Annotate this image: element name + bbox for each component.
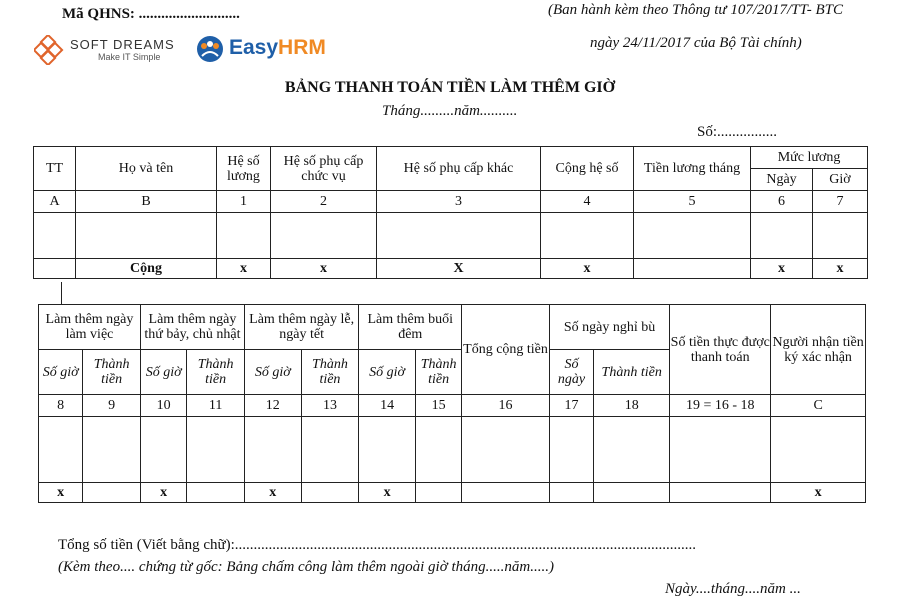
softdreams-name: SOFT DREAMS	[70, 37, 175, 52]
month-year-line: Tháng.........năm..........	[382, 103, 518, 119]
total-in-words: Tổng số tiền (Viết bằng chữ):...........................................................................................................................	[58, 537, 697, 553]
data-cell[interactable]	[813, 213, 868, 259]
total-cell: x	[140, 483, 186, 503]
code-cell: 16	[462, 395, 550, 417]
total-cell: x	[359, 483, 416, 503]
code-cell: 4	[541, 191, 634, 213]
total-cell	[301, 483, 359, 503]
subheader-thanh-tien: Thành tiền	[594, 350, 670, 395]
easyhrm-easy: Easy	[229, 36, 279, 59]
connector-line	[61, 282, 62, 304]
total-cell	[187, 483, 245, 503]
page-title: BẢNG THANH TOÁN TIỀN LÀM THÊM GIỜ	[284, 79, 616, 96]
code-cell: 17	[549, 395, 593, 417]
data-cell[interactable]	[301, 417, 359, 483]
code-cell: 7	[813, 191, 868, 213]
header-tong-cong: Tổng cộng tiền	[462, 305, 550, 395]
data-cell[interactable]	[771, 417, 866, 483]
subheader-so-ngay: Số ngày	[549, 350, 593, 395]
code-cell: 12	[244, 395, 301, 417]
total-cell: X	[377, 259, 541, 279]
code-cell: 1	[217, 191, 271, 213]
code-cell: 15	[415, 395, 461, 417]
salary-info-table	[33, 146, 868, 279]
total-cell	[415, 483, 461, 503]
data-cell[interactable]	[541, 213, 634, 259]
easyhrm-hrm: HRM	[278, 36, 326, 59]
total-cell: x	[217, 259, 271, 279]
subheader-so-gio: Số giờ	[140, 350, 186, 395]
data-cell[interactable]	[76, 213, 217, 259]
header-ngay: Ngày	[751, 169, 813, 191]
total-cell: x	[751, 259, 813, 279]
total-cell: x	[813, 259, 868, 279]
data-cell[interactable]	[549, 417, 593, 483]
code-cell: 2	[271, 191, 377, 213]
code-cell: 19 = 16 - 18	[670, 395, 771, 417]
subheader-so-gio: Số giờ	[359, 350, 416, 395]
total-label: Cộng	[76, 259, 217, 279]
data-cell[interactable]	[359, 417, 416, 483]
code-cell: 8	[39, 395, 83, 417]
total-cell	[549, 483, 593, 503]
data-cell[interactable]	[34, 213, 76, 259]
attached-documents: (Kèm theo.... chứng từ gốc: Bảng chấm công làm thêm ngoài giờ tháng.....năm.....)	[58, 559, 554, 575]
date-line: Ngày....tháng....năm ...	[665, 581, 801, 597]
circular-reference-line1: (Ban hành kèm theo Thông tư 107/2017/TT- BTC	[548, 2, 843, 18]
header-so-tien-thuc: Số tiền thực được thanh toán	[670, 305, 771, 395]
data-cell[interactable]	[751, 213, 813, 259]
total-cell	[670, 483, 771, 503]
data-cell[interactable]	[217, 213, 271, 259]
code-cell: 14	[359, 395, 416, 417]
code-cell: 3	[377, 191, 541, 213]
header-lam-le-tet: Làm thêm ngày lễ, ngày tết	[244, 305, 358, 350]
overtime-payment-table	[38, 304, 866, 503]
data-cell[interactable]	[670, 417, 771, 483]
code-cell: 18	[594, 395, 670, 417]
header-ho-ten: Họ và tên	[76, 147, 217, 191]
header-phu-cap-khac: Hệ số phụ cấp khác	[377, 147, 541, 191]
code-cell: A	[34, 191, 76, 213]
data-cell[interactable]	[377, 213, 541, 259]
header-lam-dem: Làm thêm buổi đêm	[359, 305, 462, 350]
data-cell[interactable]	[415, 417, 461, 483]
data-cell[interactable]	[244, 417, 301, 483]
header-muc-luong: Mức lương	[751, 147, 868, 169]
subheader-thanh-tien: Thành tiền	[415, 350, 461, 395]
header-lam-ngay-thuong: Làm thêm ngày làm việc	[39, 305, 141, 350]
header-nguoi-nhan: Người nhận tiền ký xác nhận	[771, 305, 866, 395]
total-cell: x	[244, 483, 301, 503]
data-cell[interactable]	[594, 417, 670, 483]
subheader-thanh-tien: Thành tiền	[83, 350, 141, 395]
code-cell: 10	[140, 395, 186, 417]
total-cell	[594, 483, 670, 503]
header-gio: Giờ	[813, 169, 868, 191]
subheader-thanh-tien: Thành tiền	[187, 350, 245, 395]
code-cell: 9	[83, 395, 141, 417]
total-cell	[34, 259, 76, 279]
header-he-so-luong: Hệ số lương	[217, 147, 271, 191]
code-cell: 6	[751, 191, 813, 213]
header-tien-luong-thang: Tiền lương tháng	[634, 147, 751, 191]
code-cell: 11	[187, 395, 245, 417]
circular-reference-line2: ngày 24/11/2017 của Bộ Tài chính)	[590, 35, 802, 51]
header-tt: TT	[34, 147, 76, 191]
easyhrm-logo-text	[229, 36, 326, 60]
data-cell[interactable]	[634, 213, 751, 259]
total-cell: x	[39, 483, 83, 503]
total-cell	[83, 483, 141, 503]
easyhrm-logo-icon	[194, 34, 226, 64]
code-cell: 5	[634, 191, 751, 213]
subheader-so-gio: Số giờ	[39, 350, 83, 395]
header-phu-cap-chuc-vu: Hệ số phụ cấp chức vụ	[271, 147, 377, 191]
data-cell[interactable]	[462, 417, 550, 483]
softdreams-tagline: Make IT Simple	[98, 52, 161, 62]
total-cell	[634, 259, 751, 279]
total-cell: x	[771, 483, 866, 503]
code-cell: C	[771, 395, 866, 417]
data-cell[interactable]	[271, 213, 377, 259]
data-cell[interactable]	[39, 417, 83, 483]
subheader-thanh-tien: Thành tiền	[301, 350, 359, 395]
total-cell: x	[541, 259, 634, 279]
code-cell: B	[76, 191, 217, 213]
header-lam-thu-bay: Làm thêm ngày thứ bảy, chủ nhật	[140, 305, 244, 350]
header-cong-he-so: Cộng hệ số	[541, 147, 634, 191]
data-cell[interactable]	[83, 417, 141, 483]
total-cell: x	[271, 259, 377, 279]
ma-qhns: Mã QHNS: ...........................	[62, 6, 240, 22]
header-ngay-nghi-bu: Số ngày nghỉ bù	[549, 305, 670, 350]
total-cell	[462, 483, 550, 503]
data-cell[interactable]	[140, 417, 186, 483]
document-number: Số:................	[697, 124, 778, 140]
subheader-so-gio: Số giờ	[244, 350, 301, 395]
code-cell: 13	[301, 395, 359, 417]
softdreams-logo-icon	[34, 35, 64, 65]
data-cell[interactable]	[187, 417, 245, 483]
